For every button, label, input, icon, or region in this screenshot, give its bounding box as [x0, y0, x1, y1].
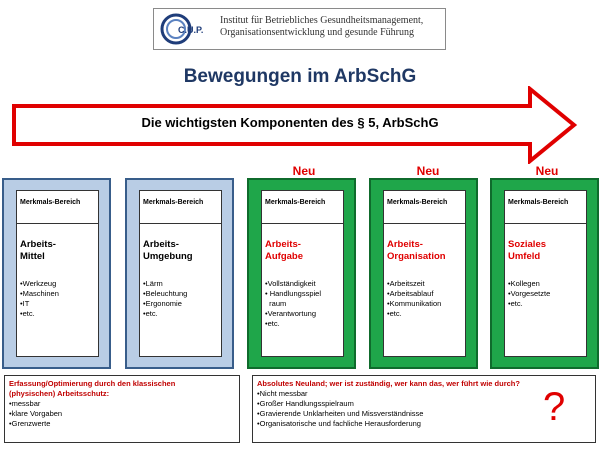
list-item: • Handlungsspiel — [265, 289, 321, 298]
card-heading — [265, 239, 343, 263]
card — [261, 190, 344, 357]
list-item: •etc. — [508, 299, 523, 308]
item-list — [143, 279, 221, 319]
question-mark: ? — [543, 385, 566, 429]
box-item-list — [5, 399, 239, 429]
heading-line-1: Arbeits- — [20, 239, 56, 250]
item-list — [508, 279, 586, 309]
box-heading: Absolutes Neuland; wer ist zuständig, wer kann das, wer führt wie durch? — [257, 379, 520, 388]
heading-line-2: Umgebung — [143, 251, 193, 262]
column-arbeitsorganisation — [369, 178, 478, 369]
card — [16, 190, 99, 357]
list-item: •Gravierende Unklarheiten und Missverständnisse — [257, 409, 424, 418]
list-item: •etc. — [387, 309, 402, 318]
neu-label-1: Neu — [292, 164, 316, 178]
list-item: •Großer Handlungsspielraum — [257, 399, 354, 408]
merkmal-label: Merkmals-Bereich — [20, 199, 81, 206]
card-heading — [143, 239, 221, 263]
list-item: •klare Vorgaben — [9, 409, 63, 418]
list-item: •Nicht messbar — [257, 389, 308, 398]
column-arbeitsaufgabe — [247, 178, 356, 369]
merkmal-label: Merkmals-Bereich — [387, 199, 448, 206]
logo-line-1: Institut für Betriebliches Gesundheitsmanagement, — [220, 15, 424, 26]
arrow-label: Die wichtigsten Komponenten des § 5, ArbSchG — [141, 115, 439, 130]
item-list — [20, 279, 98, 319]
heading-line-2: Umfeld — [508, 251, 541, 262]
card — [139, 190, 222, 357]
heading-line-2: Mittel — [20, 251, 45, 262]
column-arbeitsmittel — [2, 178, 111, 369]
page-title: Bewegungen im ArbSchG — [183, 66, 417, 87]
logo-text — [220, 15, 423, 39]
heading-line-1: Arbeits- — [387, 239, 423, 250]
neu-label-2: Neu — [416, 164, 440, 178]
list-item: •Arbeitsablauf — [387, 289, 434, 298]
classic-protection-box — [4, 375, 240, 443]
list-item: •IT — [20, 299, 30, 308]
item-list — [265, 279, 343, 329]
card-heading — [508, 239, 586, 263]
column-soziales-umfeld — [490, 178, 599, 369]
box-heading-line-1: Erfassung/Optimierung durch den klassischen — [9, 379, 176, 388]
card — [383, 190, 466, 357]
list-item: •Kommunikation — [387, 299, 442, 308]
list-item: •Verantwortung — [265, 309, 316, 318]
list-item: •Arbeitszeit — [387, 279, 425, 288]
list-item: •Kollegen — [508, 279, 540, 288]
list-item: •etc. — [265, 319, 280, 328]
merkmal-label: Merkmals-Bereich — [143, 199, 204, 206]
heading-line-2: Aufgabe — [265, 251, 303, 262]
box-heading-line-2: (physischen) Arbeitsschutz: — [9, 389, 110, 398]
card — [504, 190, 587, 357]
heading-line-1: Arbeits- — [265, 239, 301, 250]
logo-line-2: Organisationsentwicklung und gesunde Führung — [220, 27, 414, 38]
box-heading — [9, 379, 239, 399]
cup-logo-mark — [158, 12, 216, 46]
card-heading — [387, 239, 465, 263]
column-arbeitsumgebung — [125, 178, 234, 369]
neu-label-3: Neu — [535, 164, 559, 178]
heading-line-1: Soziales — [508, 239, 547, 250]
list-item: •Werkzeug — [20, 279, 57, 288]
cup-logo-lettering: C.U.P. — [178, 25, 204, 35]
list-item: •Ergonomie — [143, 299, 182, 308]
merkmal-label: Merkmals-Bereich — [265, 199, 326, 206]
divider — [505, 223, 586, 224]
item-list — [387, 279, 465, 319]
divider — [140, 223, 221, 224]
divider — [17, 223, 98, 224]
list-item: •etc. — [143, 309, 158, 318]
list-item: •Beleuchtung — [143, 289, 188, 298]
card-heading — [20, 239, 98, 263]
list-item: •Organisatorische und fachliche Herausforderung — [257, 419, 421, 428]
heading-line-1: Arbeits- — [143, 239, 179, 250]
list-item: •messbar — [9, 399, 41, 408]
list-item: raum — [265, 299, 287, 308]
list-item: •Maschinen — [20, 289, 59, 298]
list-item: •etc. — [20, 309, 35, 318]
heading-line-2: Organisation — [387, 251, 446, 262]
divider — [262, 223, 343, 224]
cup-logo — [153, 8, 446, 50]
divider — [384, 223, 465, 224]
list-item: •Vorgesetzte — [508, 289, 551, 298]
list-item: •Grenzwerte — [9, 419, 51, 428]
list-item: •Vollständigkeit — [265, 279, 316, 288]
merkmal-label: Merkmals-Bereich — [508, 199, 569, 206]
list-item: •Lärm — [143, 279, 163, 288]
